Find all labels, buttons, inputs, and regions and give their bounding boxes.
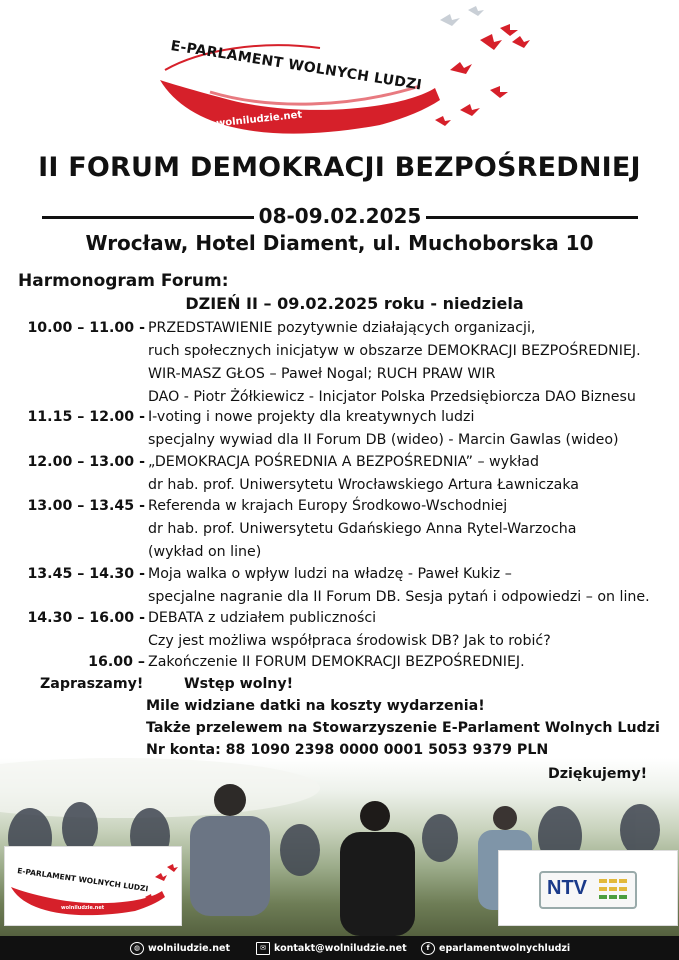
schedule-time: 16.00 – [88,654,145,670]
donation-text: Mile widziane datki na koszty wydarzenia! [146,698,485,714]
schedule-time: 10.00 – 11.00 - [27,320,145,336]
logo-name-small: E-PARLAMENT WOLNYCH LUDZI [16,866,149,894]
footer-facebook[interactable] [421,942,570,955]
entry-text: Wstęp wolny! [184,676,294,692]
transfer-text: Także przelewem na Stowarzyszenie E-Parlament Wolnych Ludzi [146,720,660,736]
logo-url-small: wolniludzie.net [61,905,105,911]
schedule-time: 13.00 – 13.45 - [27,498,145,514]
footer-bar [0,936,679,960]
facebook-icon: f [421,942,435,955]
schedule-line: Zakończenie II FORUM DEMOKRACJI BEZPOŚREDNIEJ. [148,654,525,670]
event-place: Wrocław, Hotel Diament, ul. Muchoborska 10 [85,231,594,255]
schedule-line: WIR-MASZ GŁOS – Paweł Nogal; RUCH PRAW WIR [148,366,496,382]
schedule-line: dr hab. prof. Uniwersytetu Wrocławskiego Artura Ławniczaka [148,477,580,493]
schedule-time: 11.15 – 12.00 - [27,409,145,425]
schedule-line: Referenda w krajach Europy Środkowo-Wschodniej [148,498,508,514]
account-number: Nr konta: 88 1090 2398 0000 0001 5053 9379 PLN [146,742,549,758]
schedule-time: 14.30 – 16.00 - [27,610,145,626]
thanks-text: Dziękujemy! [548,766,648,782]
logo-url: wolniludzie.net [215,109,303,130]
schedule-line: (wykład on line) [148,544,262,560]
seated-person-black [340,801,415,936]
schedule-line: DAO - Piotr Żółkiewicz - Inicjator Polska Przedsiębiorcza DAO Biznesu [148,389,636,405]
globe-icon: ◍ [130,942,144,955]
email-text: kontakt@wolniludzie.net [274,943,407,954]
day-heading: DZIEŃ II – 09.02.2025 roku - niedziela [185,294,524,313]
birds-icon [435,24,530,126]
invite-text: Zapraszamy! [40,676,144,692]
schedule-line: DEBATA z udziałem publiczności [148,610,377,626]
schedule-heading: Harmonogram Forum: [18,271,229,291]
schedule-time: 12.00 – 13.00 - [27,454,145,470]
logo-name: E-PARLAMENT WOLNYCH LUDZI [169,38,423,94]
envelope-icon: ✉ [256,942,270,955]
e-parlament-logo-small [5,847,181,925]
footer-website[interactable] [130,942,230,955]
event-date: 08-09.02.2025 [258,204,422,228]
white-birds-icon [440,6,484,26]
schedule-line: dr hab. prof. Uniwersytetu Gdańskiego Anna Rytel-Warzocha [148,521,577,537]
facebook-text: eparlamentwolnychludzi [439,943,571,954]
schedule-line: „DEMOKRACJA POŚREDNIA A BEZPOŚREDNIA” – wykład [148,454,539,470]
schedule-time: 13.45 – 14.30 - [27,566,145,582]
schedule-line: Czy jest możliwa współpraca środowisk DB? Jak to robić? [148,633,551,649]
footer-email[interactable] [256,942,407,955]
schedule-line: Moja walka o wpływ ludzi na władzę - Paweł Kukiz – [148,566,512,582]
ntv-text: NTV [547,877,587,899]
schedule-line: I-voting i nowe projekty dla kreatywnych ludzi [148,409,475,425]
website-text: wolniludzie.net [148,943,230,954]
tv-signal-icon [599,879,629,899]
footer-logo-box [4,846,182,926]
schedule-line: specjalne nagranie dla II Forum DB. Sesja pytań i odpowiedzi – on line. [148,589,650,605]
ntv-logo [539,871,637,909]
page-title: II FORUM DEMOKRACJI BEZPOŚREDNIEJ [38,152,641,183]
schedule-line: PRZEDSTAWIENIE pozytywnie działających organizacji, [148,320,536,336]
schedule-line: specjalny wywiad dla II Forum DB (wideo) - Marcin Gawlas (wideo) [148,432,619,448]
partner-box [498,850,678,926]
schedule-line: ruch społecznych inicjatyw w obszarze DEMOKRACJI BEZPOŚREDNIEJ. [148,343,641,359]
